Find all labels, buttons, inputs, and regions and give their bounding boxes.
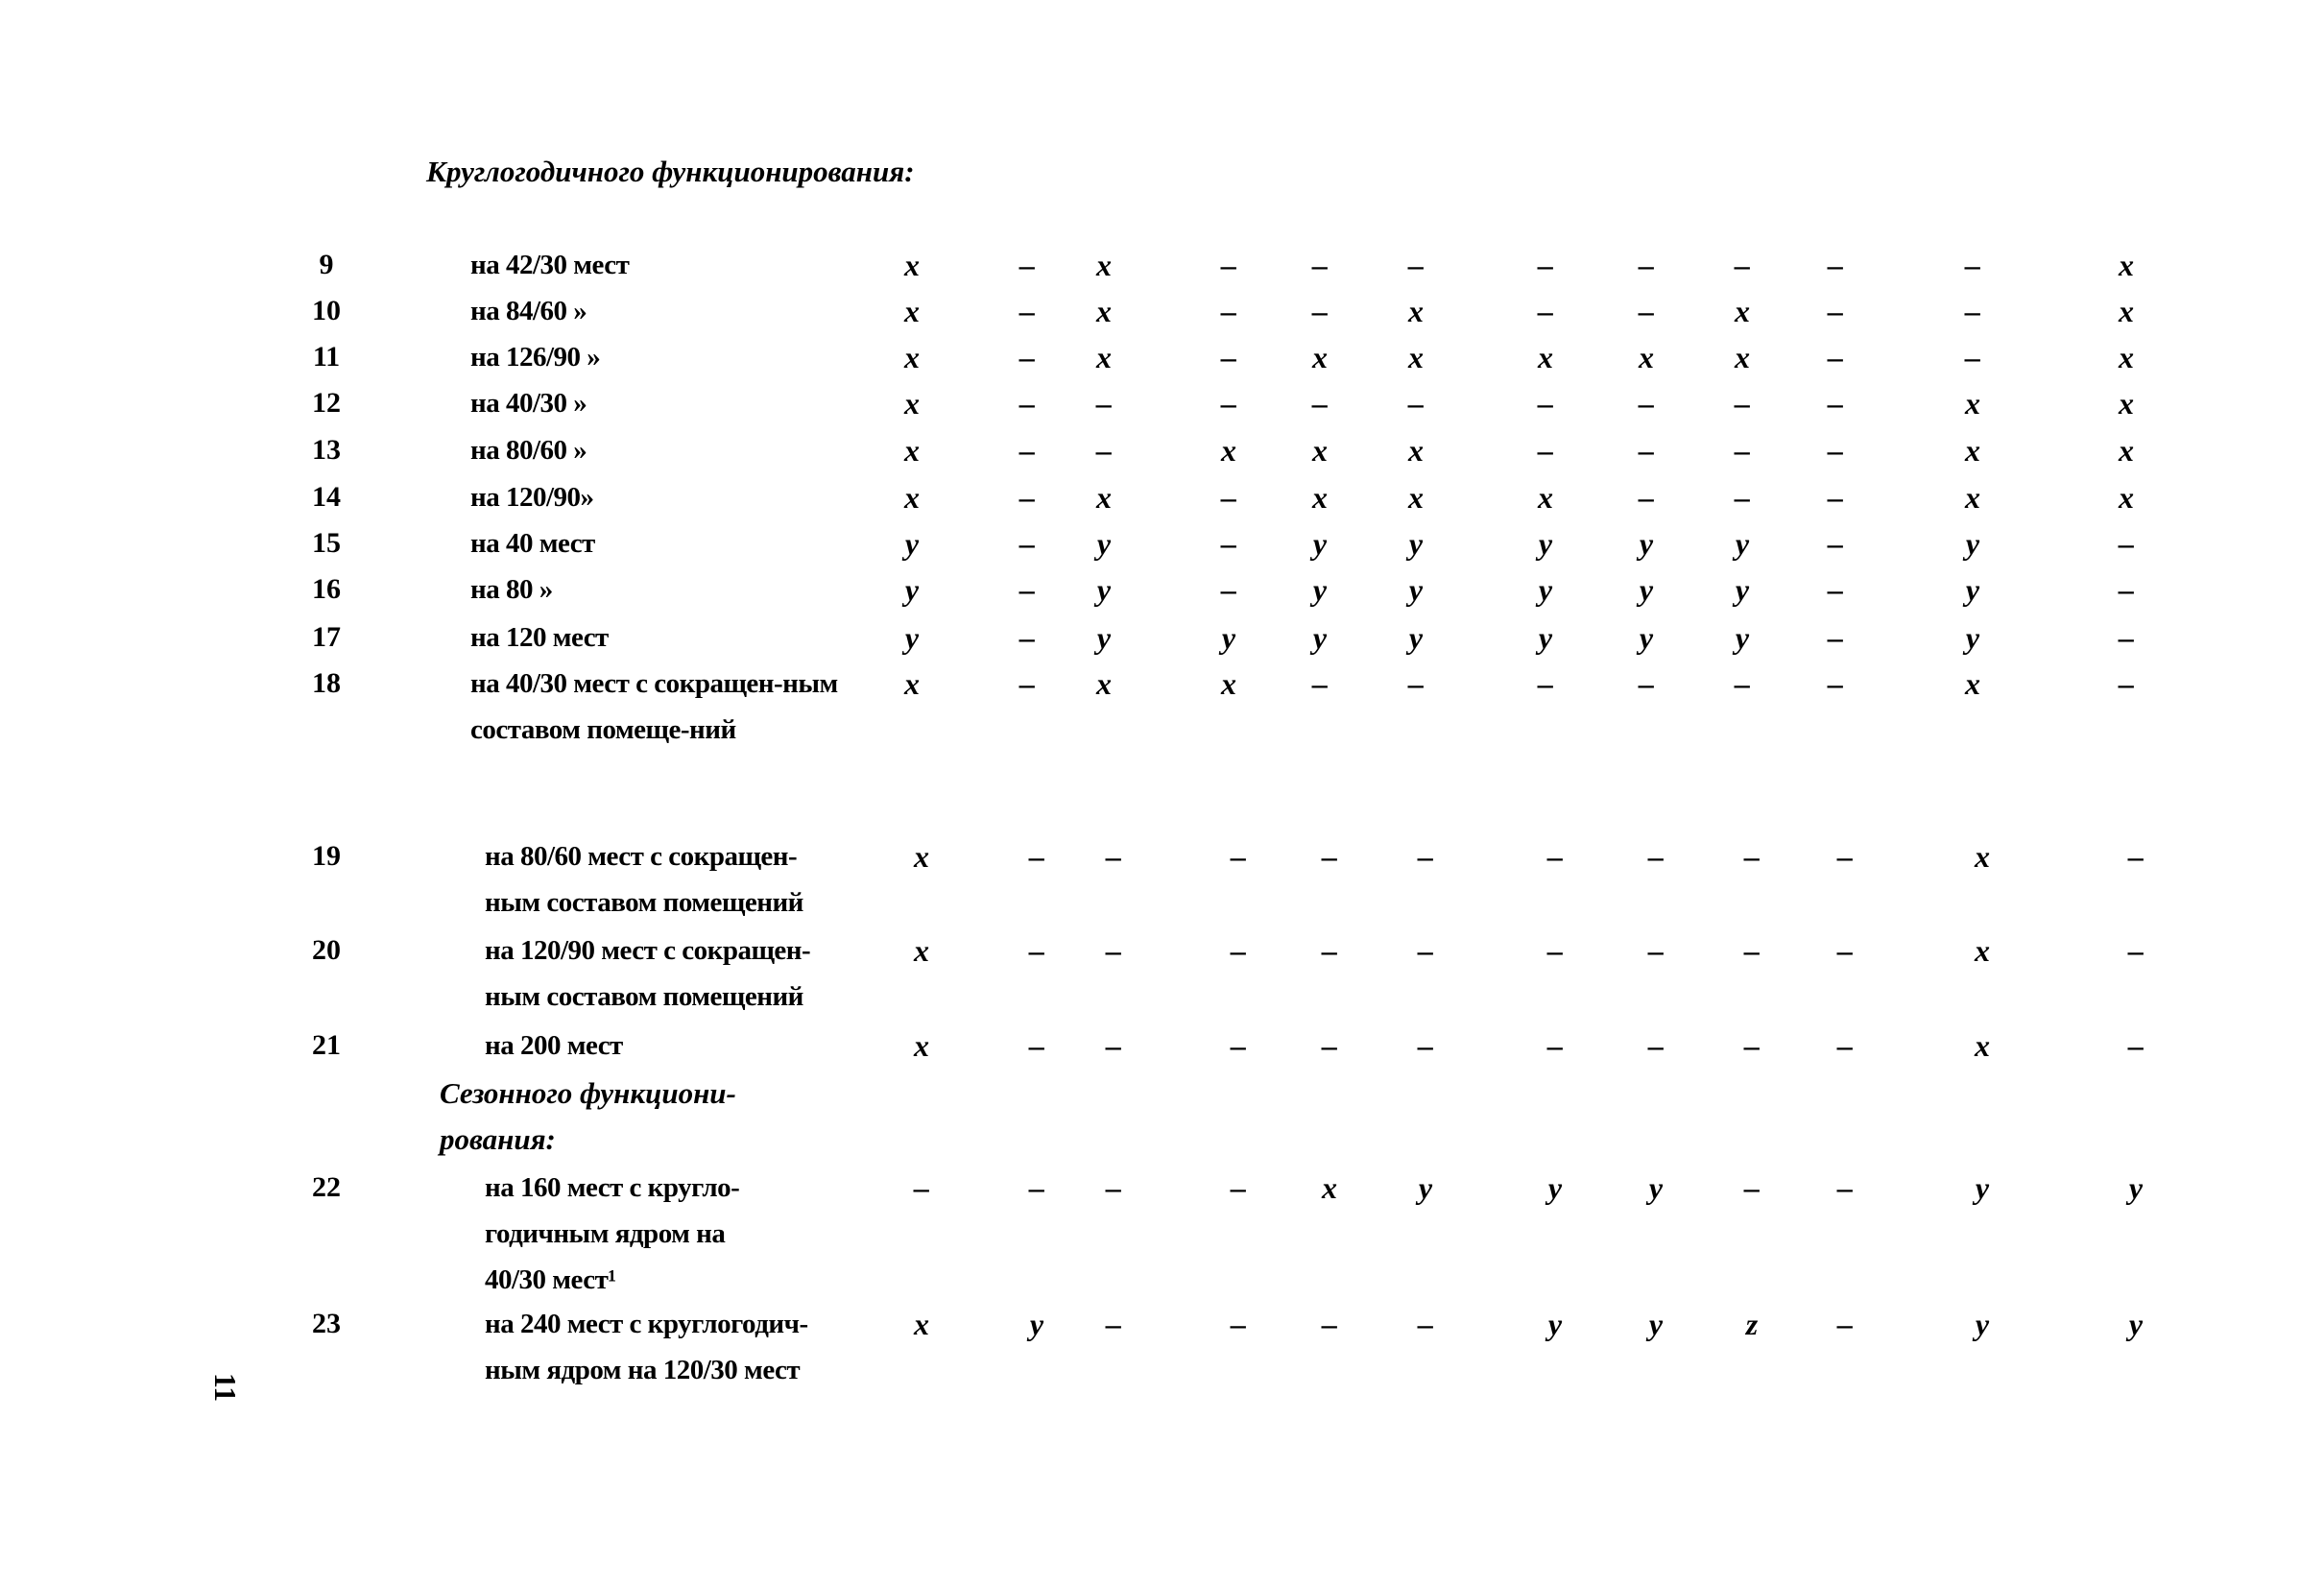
table-cell: –: [1019, 433, 1035, 468]
table-cell: –: [1828, 294, 1843, 328]
table-cell: –: [1231, 839, 1246, 874]
table-cell: x: [1096, 480, 1112, 515]
table-cell: –: [1648, 1028, 1664, 1063]
table-cell: x: [904, 386, 920, 421]
table-cell: –: [1735, 386, 1750, 421]
table-cell: x: [904, 340, 920, 374]
table-cell: –: [2128, 839, 2144, 874]
table-cell: –: [1106, 1307, 1121, 1341]
table-cell: –: [1019, 386, 1035, 421]
table-cell: –: [1312, 248, 1328, 282]
table-cell: –: [1019, 340, 1035, 374]
table-cell: –: [1965, 248, 1980, 282]
table-cell: –: [1029, 933, 1044, 968]
table-cell: –: [1639, 433, 1654, 468]
table-cell: –: [1221, 526, 1236, 561]
table-cell: y: [1096, 572, 1112, 607]
table-cell: –: [1096, 386, 1112, 421]
row-number: 22: [312, 1171, 341, 1203]
row-description: на 120/90»: [470, 482, 594, 513]
table-cell: x: [1538, 480, 1553, 515]
table-cell: x: [1965, 666, 1980, 701]
table-cell: y: [1029, 1307, 1044, 1341]
table-cell: –: [1735, 433, 1750, 468]
table-cell: x: [2119, 386, 2134, 421]
table-cell: y: [2128, 1307, 2144, 1341]
table-cell: –: [1735, 248, 1750, 282]
table-row: [0, 474, 2324, 520]
table-cell: –: [1837, 839, 1853, 874]
table-cell: x: [1408, 340, 1424, 374]
table-row: [0, 661, 2324, 745]
table-row: [0, 520, 2324, 566]
table-cell: x: [1322, 1170, 1337, 1205]
table-cell: –: [1538, 666, 1553, 701]
table-cell: –: [1231, 1307, 1246, 1341]
table-cell: y: [1418, 1170, 1433, 1205]
table-cell: –: [1106, 839, 1121, 874]
table-row: [0, 288, 2324, 334]
table-cell: y: [1547, 1170, 1563, 1205]
table-cell: –: [1019, 294, 1035, 328]
row-description: на 120 мест: [470, 622, 609, 653]
row-number: 21: [312, 1029, 341, 1061]
row-description: на 40/30 »: [470, 388, 587, 419]
row-description: на 42/30 мест: [470, 250, 630, 280]
table-cell: –: [1408, 248, 1424, 282]
table-cell: x: [2119, 340, 2134, 374]
row-description: на 84/60 »: [470, 296, 587, 326]
table-cell: z: [1745, 1307, 1759, 1341]
table-row: [0, 1023, 2324, 1069]
row-description: на 40/30 мест с сокращен-ным составом помеще-ний: [470, 668, 838, 745]
table-cell: –: [1312, 386, 1328, 421]
table-cell: –: [2128, 1028, 2144, 1063]
table-cell: x: [1965, 433, 1980, 468]
table-row: [0, 1165, 2324, 1295]
row-number: 18: [312, 667, 341, 699]
row-number: 14: [312, 481, 341, 513]
table-cell: –: [1538, 248, 1553, 282]
table-cell: –: [1019, 526, 1035, 561]
table-cell: –: [1538, 294, 1553, 328]
table-cell: x: [914, 1307, 929, 1341]
table-cell: –: [1106, 933, 1121, 968]
table-cell: –: [1106, 1170, 1121, 1205]
table-cell: y: [1221, 620, 1236, 655]
table-cell: –: [1828, 666, 1843, 701]
table-cell: –: [1029, 1170, 1044, 1205]
table-cell: y: [1965, 620, 1980, 655]
table-cell: x: [2119, 480, 2134, 515]
table-cell: x: [1312, 340, 1328, 374]
table-cell: –: [1029, 1028, 1044, 1063]
table-cell: x: [1735, 340, 1750, 374]
table-cell: –: [1547, 933, 1563, 968]
table-cell: –: [2119, 666, 2134, 701]
table-cell: –: [2128, 933, 2144, 968]
table-cell: –: [1322, 1307, 1337, 1341]
table-cell: –: [1828, 386, 1843, 421]
table-cell: –: [1019, 572, 1035, 607]
table-cell: –: [1828, 340, 1843, 374]
table-cell: y: [1975, 1170, 1990, 1205]
table-cell: –: [1019, 620, 1035, 655]
table-cell: –: [1312, 294, 1328, 328]
table-cell: x: [1221, 666, 1236, 701]
table-cell: x: [914, 933, 929, 968]
table-cell: x: [1312, 433, 1328, 468]
table-cell: –: [1547, 839, 1563, 874]
table-cell: y: [1648, 1170, 1664, 1205]
table-cell: y: [1975, 1307, 1990, 1341]
table-cell: y: [1312, 620, 1328, 655]
table-cell: x: [1965, 480, 1980, 515]
table-cell: –: [1322, 839, 1337, 874]
table-cell: –: [1221, 572, 1236, 607]
table-cell: x: [1975, 1028, 1990, 1063]
row-description: на 120/90 мест с сокращен-ным составом помещений: [485, 935, 811, 1012]
row-description: на 40 мест: [470, 528, 595, 559]
table-cell: –: [1029, 839, 1044, 874]
table-cell: x: [1408, 480, 1424, 515]
row-number: 16: [312, 573, 341, 605]
table-row: [0, 427, 2324, 473]
table-cell: x: [1975, 933, 1990, 968]
row-description: на 80/60 мест с сокращен-ным составом помещений: [485, 841, 803, 918]
row-number: 17: [312, 621, 341, 653]
row-number: 15: [312, 527, 341, 559]
table-cell: –: [1019, 480, 1035, 515]
table-cell: –: [1744, 933, 1760, 968]
table-cell: –: [1221, 386, 1236, 421]
table-cell: –: [1221, 294, 1236, 328]
row-number: 13: [312, 434, 341, 466]
table-cell: –: [1639, 666, 1654, 701]
table-cell: –: [1744, 839, 1760, 874]
table-cell: –: [1538, 433, 1553, 468]
table-cell: y: [1639, 572, 1654, 607]
table-cell: y: [1639, 620, 1654, 655]
row-description: на 80 »: [470, 574, 553, 605]
table-cell: –: [1096, 433, 1112, 468]
table-row: [0, 334, 2324, 380]
table-row: [0, 242, 2324, 288]
table-cell: –: [1837, 933, 1853, 968]
table-cell: –: [1019, 248, 1035, 282]
table-cell: –: [1418, 1307, 1433, 1341]
table-cell: –: [1828, 248, 1843, 282]
table-cell: –: [1547, 1028, 1563, 1063]
table-cell: y: [1096, 620, 1112, 655]
table-cell: x: [1096, 666, 1112, 701]
table-cell: y: [1965, 526, 1980, 561]
row-description: на 80/60 »: [470, 435, 587, 466]
table-cell: –: [1965, 340, 1980, 374]
table-cell: –: [1221, 480, 1236, 515]
table-cell: x: [2119, 433, 2134, 468]
table-cell: y: [1408, 572, 1424, 607]
table-cell: y: [1538, 620, 1553, 655]
table-cell: –: [2119, 572, 2134, 607]
page-number: 11: [208, 1372, 243, 1403]
table-cell: –: [1648, 933, 1664, 968]
section-heading-seasonal: Сезонного функциони-рования:: [440, 1076, 736, 1156]
table-cell: –: [1408, 666, 1424, 701]
table-cell: –: [1231, 933, 1246, 968]
section-heading-year-round: Круглогодичного функционирования:: [426, 155, 915, 188]
table-cell: x: [1408, 294, 1424, 328]
table-cell: –: [1418, 933, 1433, 968]
table-row: [0, 1301, 2324, 1385]
table-row: [0, 614, 2324, 661]
row-number: 20: [312, 934, 341, 966]
row-description: на 160 мест с кругло-годичным ядром на 40/30 мест¹: [485, 1172, 740, 1295]
table-cell: x: [2119, 248, 2134, 282]
table-cell: x: [904, 666, 920, 701]
table-cell: –: [1106, 1028, 1121, 1063]
table-cell: –: [1828, 526, 1843, 561]
table-cell: x: [914, 1028, 929, 1063]
table-cell: y: [904, 526, 920, 561]
row-number: 19: [312, 840, 341, 872]
table-cell: y: [1408, 526, 1424, 561]
row-number: 12: [312, 387, 341, 419]
table-cell: x: [1975, 839, 1990, 874]
table-cell: y: [2128, 1170, 2144, 1205]
table-cell: –: [1538, 386, 1553, 421]
table-cell: –: [2119, 620, 2134, 655]
row-description: на 200 мест: [485, 1030, 623, 1061]
table-cell: –: [1828, 620, 1843, 655]
table-cell: –: [1837, 1028, 1853, 1063]
row-number: 10: [312, 295, 341, 326]
table-cell: x: [904, 294, 920, 328]
table-cell: –: [1639, 294, 1654, 328]
table-cell: –: [1418, 1028, 1433, 1063]
table-cell: x: [1735, 294, 1750, 328]
table-cell: x: [1096, 340, 1112, 374]
row-description: на 240 мест с круглогодич-ным ядром на 120/30 мест: [485, 1309, 808, 1385]
table-cell: –: [914, 1170, 929, 1205]
table-cell: –: [1408, 386, 1424, 421]
table-cell: x: [1639, 340, 1654, 374]
table-cell: –: [1639, 248, 1654, 282]
table-cell: –: [1837, 1170, 1853, 1205]
table-cell: –: [1828, 572, 1843, 607]
table-cell: –: [1744, 1170, 1760, 1205]
table-cell: –: [1231, 1170, 1246, 1205]
table-cell: y: [1547, 1307, 1563, 1341]
table-cell: –: [1965, 294, 1980, 328]
table-cell: –: [1322, 1028, 1337, 1063]
table-cell: –: [1828, 433, 1843, 468]
table-cell: y: [1735, 620, 1750, 655]
table-cell: –: [1019, 666, 1035, 701]
row-description: на 126/90 »: [470, 342, 601, 373]
table-cell: x: [1096, 294, 1112, 328]
table-cell: x: [1965, 386, 1980, 421]
table-cell: –: [1837, 1307, 1853, 1341]
table-cell: y: [904, 572, 920, 607]
table-cell: x: [904, 480, 920, 515]
table-cell: y: [1538, 572, 1553, 607]
table-cell: y: [1965, 572, 1980, 607]
table-cell: –: [1221, 248, 1236, 282]
table-cell: –: [1221, 340, 1236, 374]
table-cell: y: [1639, 526, 1654, 561]
table-cell: y: [1735, 526, 1750, 561]
table-row: [0, 927, 2324, 1012]
table-cell: –: [1744, 1028, 1760, 1063]
row-number: 9: [319, 249, 334, 280]
table-cell: –: [1735, 480, 1750, 515]
table-cell: y: [1312, 572, 1328, 607]
table-cell: x: [1312, 480, 1328, 515]
table-row: [0, 380, 2324, 426]
table-cell: –: [1828, 480, 1843, 515]
table-cell: –: [1322, 933, 1337, 968]
table-row: [0, 566, 2324, 613]
table-cell: x: [1096, 248, 1112, 282]
table-cell: x: [1221, 433, 1236, 468]
table-cell: y: [1096, 526, 1112, 561]
table-cell: –: [1312, 666, 1328, 701]
row-number: 23: [312, 1308, 341, 1339]
table-cell: –: [1648, 839, 1664, 874]
table-cell: –: [1231, 1028, 1246, 1063]
table-cell: –: [1639, 480, 1654, 515]
table-cell: x: [1408, 433, 1424, 468]
table-cell: y: [1408, 620, 1424, 655]
table-cell: x: [904, 433, 920, 468]
table-cell: –: [2119, 526, 2134, 561]
table-cell: x: [1538, 340, 1553, 374]
table-row: [0, 833, 2324, 918]
table-cell: –: [1418, 839, 1433, 874]
table-cell: y: [1735, 572, 1750, 607]
table-cell: y: [1312, 526, 1328, 561]
table-cell: –: [1735, 666, 1750, 701]
table-cell: y: [904, 620, 920, 655]
table-cell: –: [1639, 386, 1654, 421]
table-cell: x: [904, 248, 920, 282]
table-cell: x: [2119, 294, 2134, 328]
table-cell: y: [1538, 526, 1553, 561]
table-cell: y: [1648, 1307, 1664, 1341]
table-cell: x: [914, 839, 929, 874]
row-number: 11: [312, 341, 341, 373]
